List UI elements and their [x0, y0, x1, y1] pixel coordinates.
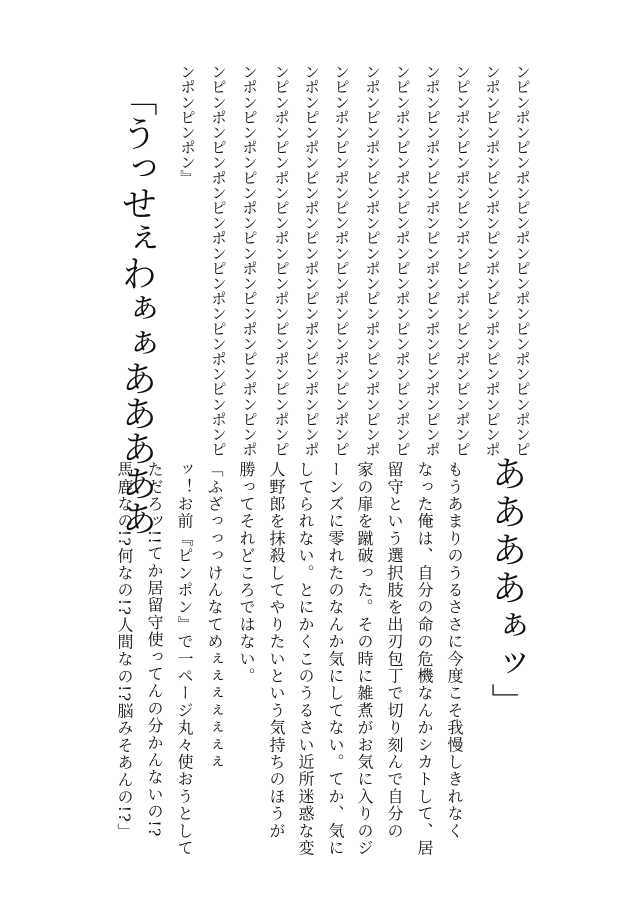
- pinpon-column: ンポンピンポンピンポンピンポンピンポンピンポンピンポ: [483, 64, 501, 457]
- pinpon-column: ンピンポンピンポンピンポンピンポンピンポンピンポンピ: [272, 64, 290, 457]
- prose-column: 家の扉を蹴破った。その時に雑煮がお気に入りのジ: [355, 461, 374, 857]
- prose-column: ーンズに零れたのなんか気にしてない。てか、気に: [326, 461, 345, 857]
- shout-top: 「うっせぇわぁぁあああああ: [116, 80, 157, 535]
- prose-column: 人野郎を抹殺してやりたいという気持ちのほうが: [267, 461, 286, 840]
- pinpon-column: ンポンピンポンピンポンピンポンピンポンピンポンピンポ: [423, 64, 441, 457]
- pinpon-column: ンピンポンピンポンピンポンピンポンピンポンピンポンピ: [332, 64, 350, 457]
- prose-column: もうあまりのうるささに今度こそ我慢しきれなく: [445, 461, 464, 840]
- shout-right: ああああぁッ」: [486, 455, 527, 721]
- pinpon-column: ンピンポンピンポンピンポンピンポンピンポンピンポンピ: [209, 64, 227, 457]
- prose-column: 勝ってそれどころではない。: [237, 461, 256, 685]
- pinpon-column: ンピンポンピンポンピンポンピンポンピンポンピンポンピ: [453, 64, 471, 457]
- pinpon-column: ンポンピンポンピンポンピンポンピンポンピンポンピンポ: [240, 64, 258, 457]
- pinpon-column: ンピンポンピンポンピンポンピンポンピンポンピンポンピ: [393, 64, 411, 457]
- pinpon-column: ンポンピンポンピンポンピンポンピンポンピンポンピンポ: [363, 64, 381, 457]
- pinpon-column: ンピンポンピンポンピンポンピンポンピンポンピンポンピ: [513, 64, 531, 457]
- prose-column: ただろッ!!てか居留守使ってんの分かんないの!?: [145, 461, 164, 838]
- prose-column: なった俺は、自分の命の危機なんかシカトして、居: [415, 461, 434, 857]
- prose-column: してられない。とにかくこのうるさい近所迷惑な変: [296, 461, 315, 857]
- prose-column: 留守という選択肢を出刃包丁で切り刻んで自分の: [385, 461, 404, 840]
- pinpon-column: ンポンピンポン』: [178, 64, 196, 185]
- prose-column: 馬鹿なの!?何なの!?人間なの!?脳みそあんの!?」: [115, 461, 134, 841]
- prose-column: ッ！お前『ピンポン』で一ページ丸々使おうとして: [175, 461, 194, 857]
- prose-column: 「ふざっっっけんなてめぇぇぇぇぇぇぇ: [205, 461, 224, 771]
- pinpon-column: ンポンピンポンピンポンピンポンピンポンピンポンピンポ: [302, 64, 320, 457]
